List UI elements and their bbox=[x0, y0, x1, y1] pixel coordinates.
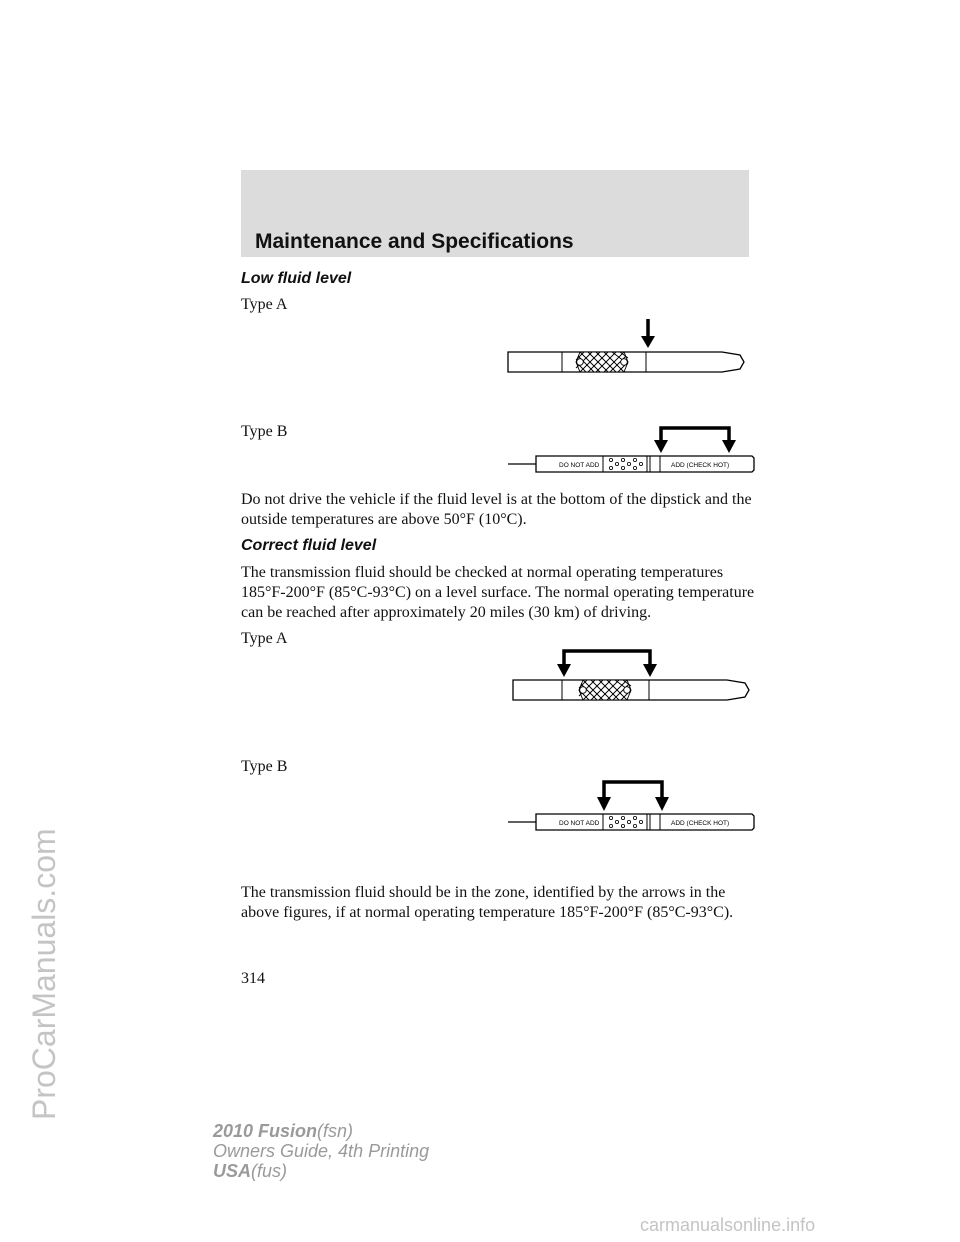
correct-fluid-note: The transmission fluid should be in the zone, identified by the arrows in the above figures, if at normal operating temperature 185°F-200°F (85°C-93°C). bbox=[241, 884, 734, 921]
footer-guide: Owners Guide, 4th Printing bbox=[213, 1141, 430, 1161]
section-title: Maintenance and Specifications bbox=[255, 230, 574, 253]
correct-fluid-intro: The transmission fluid should be checked at normal operating temperatures 185°F-200°F (85°C-93°C) on a level surface. The normal operating temperature can be reached after approximately 20 miles (30 km) of driving. bbox=[241, 564, 755, 621]
dipstick-type-a-correct-figure bbox=[505, 644, 765, 708]
dipstick-type-a-low-figure bbox=[500, 318, 760, 378]
dipstick-b-correct-left-label: DO NOT ADD bbox=[559, 820, 600, 827]
footer-region-code: (fus) bbox=[251, 1161, 288, 1181]
low-fluid-heading: Low fluid level bbox=[241, 270, 352, 287]
footer-region: USA bbox=[213, 1161, 252, 1181]
dipstick-b-correct-right-label: ADD (CHECK HOT) bbox=[671, 820, 730, 827]
correct-type-b-label: Type B bbox=[241, 758, 288, 775]
correct-fluid-heading: Correct fluid level bbox=[241, 537, 377, 554]
low-type-b-label: Type B bbox=[241, 423, 288, 440]
document-footer bbox=[213, 1121, 429, 1181]
dipstick-b-low-right-label: ADD (CHECK HOT) bbox=[671, 462, 730, 469]
dipstick-type-b-correct-figure bbox=[500, 778, 760, 834]
bottom-watermark: carmanualsonline.info bbox=[640, 1215, 816, 1235]
low-fluid-note: Do not drive the vehicle if the fluid level is at the bottom of the dipstick and the outside temperatures are above 50°F (10°C). bbox=[241, 491, 752, 528]
footer-model-code: (fsn) bbox=[317, 1121, 354, 1141]
footer-model: 2010 Fusion bbox=[213, 1121, 318, 1141]
correct-type-a-label: Type A bbox=[241, 630, 288, 647]
side-watermark: ProCarManuals.com bbox=[26, 828, 62, 1120]
low-type-a-label: Type A bbox=[241, 296, 288, 313]
dipstick-type-b-low-figure bbox=[500, 420, 760, 476]
dipstick-b-low-left-label: DO NOT ADD bbox=[559, 462, 600, 469]
page-number: 314 bbox=[241, 970, 265, 987]
